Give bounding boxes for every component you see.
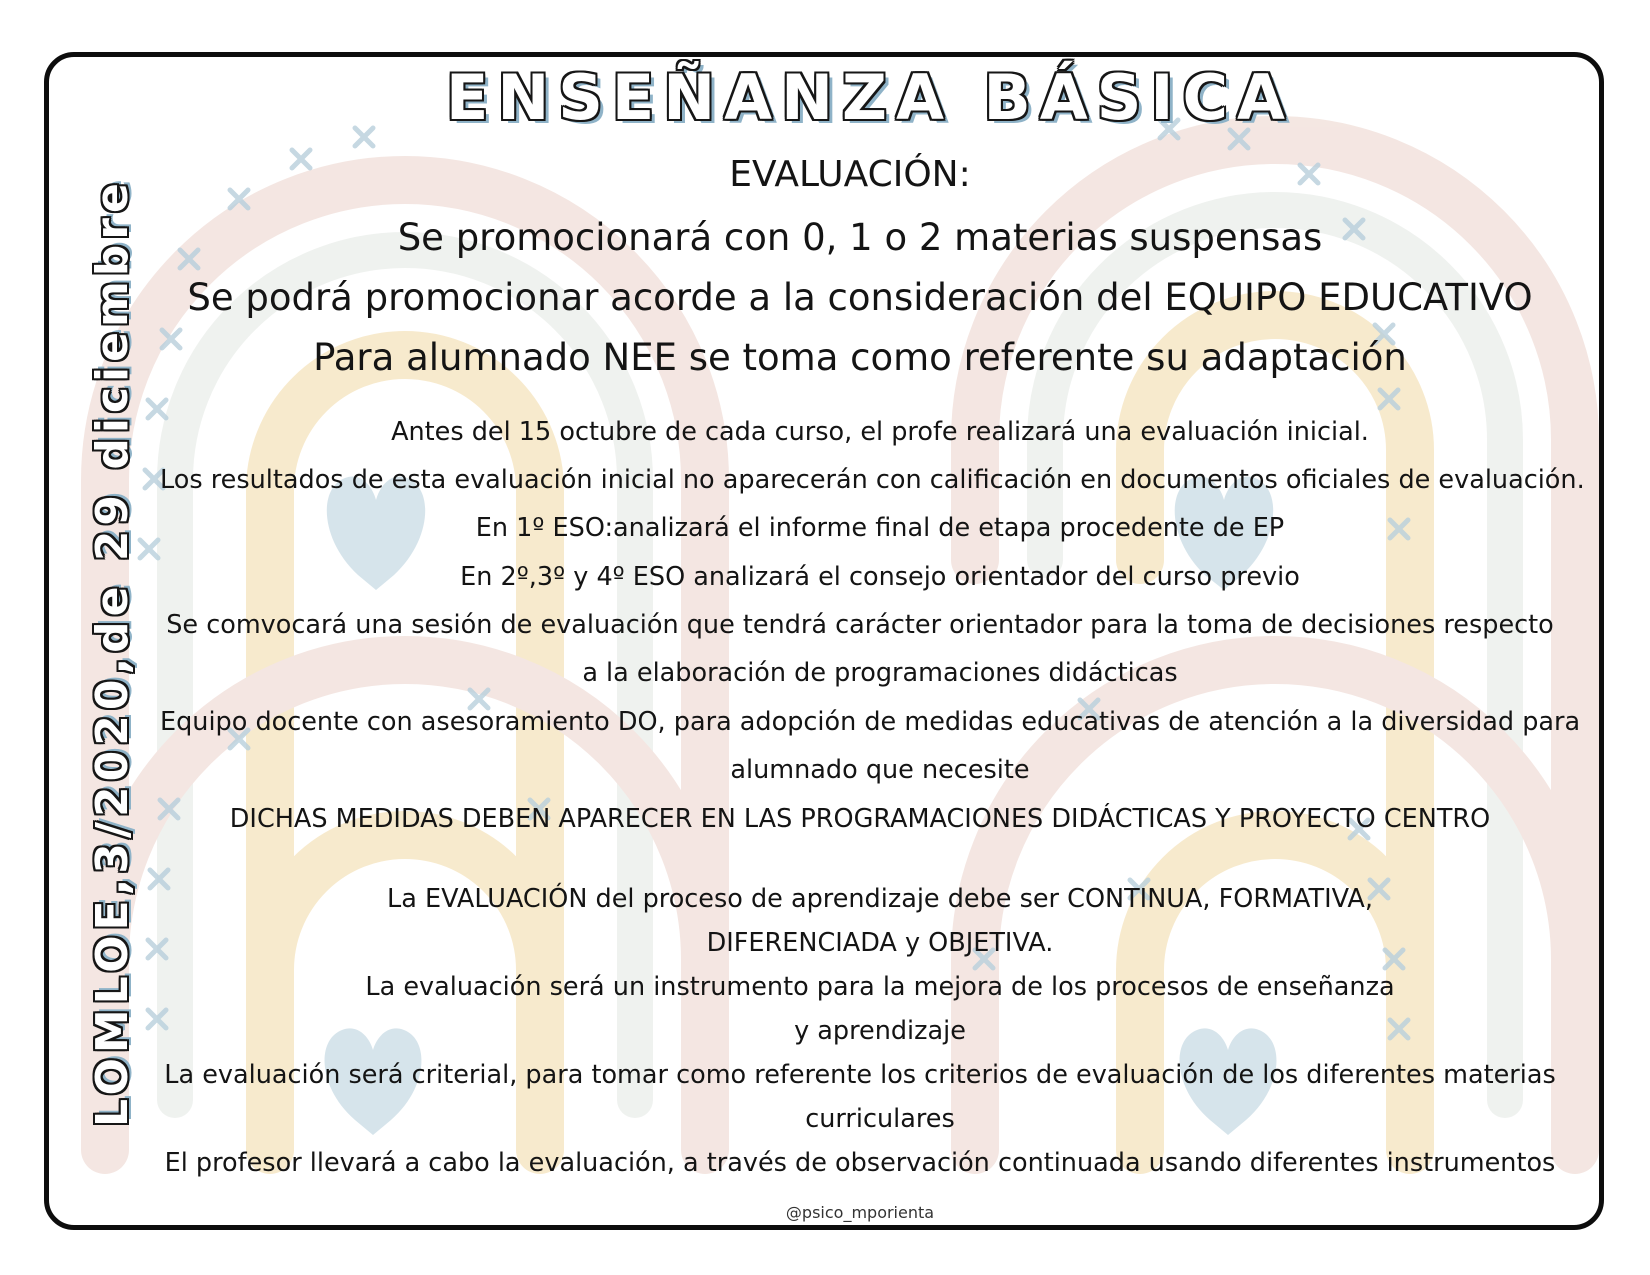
initial-eval-line-7: Equipo docente con asesoramiento DO, para adopción de medidas educativas de atención a la diversidad para <box>160 707 1581 737</box>
eval-process-line-7: El profesor llevará a cabo la evaluación, a través de observación continuada usando diferentes instrumentos <box>164 1148 1556 1178</box>
initial-eval-line-3: En 1º ESO:analizará el informe final de etapa procedente de EP <box>475 513 1285 543</box>
author-credit: @psico_mporienta <box>785 1203 935 1222</box>
initial-eval-line-5: Se comvocará una sesión de evaluación que tendrá carácter orientador para la toma de decisiones respecto <box>166 610 1554 640</box>
main-point-2: Se podrá promocionar acorde a la consideración del EQUIPO EDUCATIVO <box>187 276 1533 319</box>
initial-eval-line-9: DICHAS MEDIDAS DEBEN APARECER EN LAS PROGRAMACIONES DIDÁCTICAS Y PROYECTO CENTRO <box>229 804 1491 834</box>
page-title: ENSEÑANZA BÁSICA <box>446 61 1294 134</box>
side-law-label: LOMLOE,3/2020,de 29 diciembre <box>87 178 138 1127</box>
initial-eval-line-2: Los resultados de esta evaluación inicial no aparecerán con calificación en documentos oficiales de evaluación. <box>160 465 1585 495</box>
eval-process-line-1: La EVALUACIÓN del proceso de aprendizaje debe ser CONTINUA, FORMATIVA, <box>387 884 1373 914</box>
section-subtitle: EVALUACIÓN: <box>729 154 971 195</box>
eval-process-line-3: La evaluación será un instrumento para la mejora de los procesos de enseñanza <box>365 972 1395 1002</box>
eval-process-line-2: DIFERENCIADA y OBJETIVA. <box>706 928 1054 958</box>
eval-process-line-4: y aprendizaje <box>794 1016 966 1046</box>
initial-eval-line-6: a la elaboración de programaciones didácticas <box>582 658 1178 688</box>
initial-eval-line-1: Antes del 15 octubre de cada curso, el profe realizará una evaluación inicial. <box>391 417 1369 447</box>
main-point-3: Para alumnado NEE se toma como referente su adaptación <box>313 336 1407 379</box>
initial-eval-line-4: En 2º,3º y 4º ESO analizará el consejo orientador del curso previo <box>460 562 1300 592</box>
initial-eval-line-8: alumnado que necesite <box>730 755 1030 785</box>
eval-process-line-5: La evaluación será criterial, para tomar como referente los criterios de evaluación de los diferentes materias <box>164 1060 1556 1090</box>
main-point-1: Se promocionará con 0, 1 o 2 materias suspensas <box>397 216 1323 259</box>
eval-process-line-6: curriculares <box>805 1104 955 1134</box>
